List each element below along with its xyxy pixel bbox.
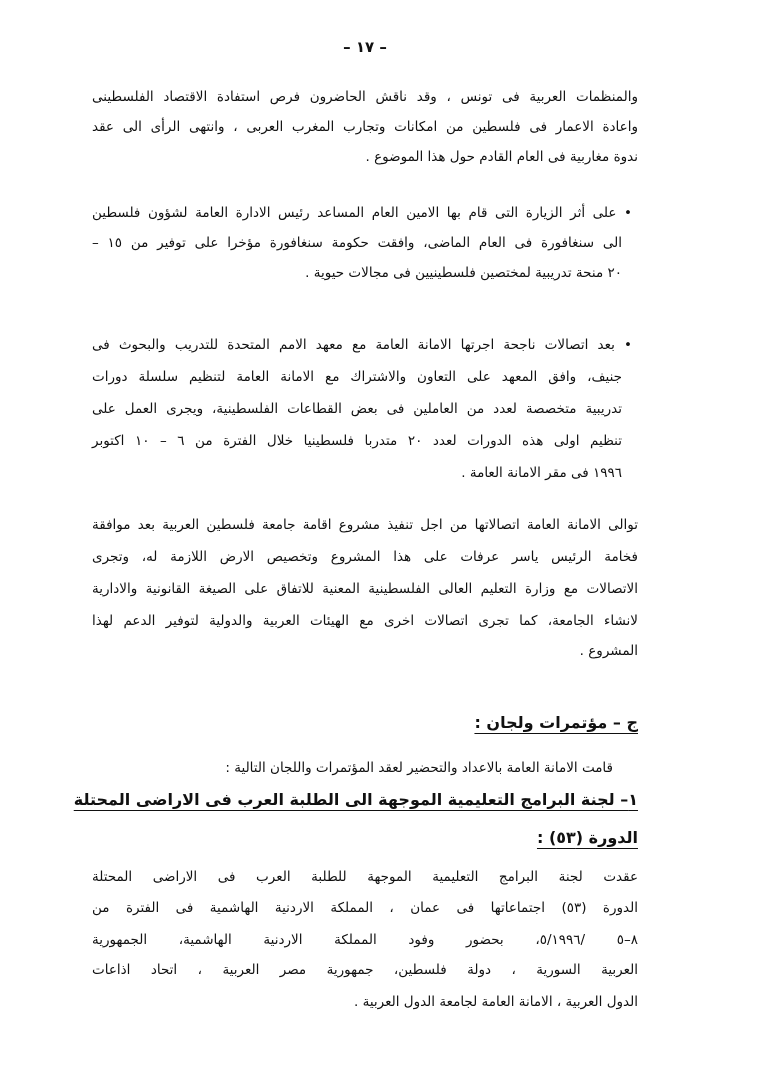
text-line: تدريبية متخصصة لعدد من العاملين فى بعض القطاعات الفلسطينية، ويجرى العمل على	[92, 401, 622, 417]
text-line: عقدت لجنة البرامج التعليمية الموجهة للطلبة العرب فى الاراضى المحتلة	[92, 869, 638, 885]
text-line: • على أثر الزيارة التى قام بها الامين العام المساعد رئيس الادارة العامة لشؤون فلسطين	[92, 205, 632, 221]
section-heading: ج – مؤتمرات ولجان :	[474, 713, 638, 732]
text-line: تنظيم اولى هذه الدورات لعدد ٢٠ متدربا فلسطينيا خلال الفترة من ٦ – ١٠ اكتوبر	[92, 433, 622, 449]
text-line: الدول العربية ، الامانة العامة لجامعة الدول العربية .	[354, 994, 638, 1010]
text-line: جنيف، وافق المعهد على التعاون والاشتراك مع الامانة العامة لتنظيم سلسلة دورات	[92, 369, 622, 385]
text-line: واعادة الاعمار فى فلسطين من امكانات وتجارب المغرب العربى ، وانتهى الرأى الى عقد	[92, 119, 638, 135]
text-line: فخامة الرئيس ياسر عرفات على هذا المشروع وتخصيص الارض اللازمة له، وتجرى	[92, 549, 638, 565]
text-line: الاتصالات مع وزارة التعليم العالى الفلسطينية المعنية للاتفاق على الصيغة القانونية والادارية	[92, 581, 638, 597]
text-line: والمنظمات العربية فى تونس ، وقد ناقش الحاضرون فرص استفادة الاقتصاد الفلسطينى	[92, 89, 638, 105]
committee-heading: ١– لجنة البرامج التعليمية الموجهة الى الطلبة العرب فى الاراضى المحتلة	[73, 790, 638, 809]
text-line: توالى الامانة العامة اتصالاتها من اجل تنفيذ مشروع اقامة جامعة فلسطين العربية بعد موافقة	[92, 517, 638, 533]
session-heading: الدورة (٥٣) :	[536, 828, 638, 847]
text-line: ندوة مغاربية فى العام القادم حول هذا الموضوع .	[365, 149, 638, 165]
text-line: لانشاء الجامعة، كما تجرى اتصالات اخرى مع الهيئات العربية والدولية لتوفير الدعم لهذا	[92, 613, 638, 629]
text-line: • بعد اتصالات ناجحة اجرتها الامانة العامة مع معهد الامم المتحدة للتدريب والبحوث فى	[92, 337, 632, 353]
text-line: المشروع .	[579, 643, 638, 659]
section-intro: قامت الامانة العامة بالاعداد والتحضير لعقد المؤتمرات واللجان التالية :	[225, 760, 613, 776]
text-line: ٢٠ منحة تدريبية لمختصين فلسطينيين فى مجالات حيوية .	[305, 265, 622, 281]
text-line: الى سنغافورة فى العام الماضى، وافقت حكومة سنغافورة مؤخرا على توفير من ١٥ –	[92, 235, 622, 251]
text-line: ١٩٩٦ فى مقر الامانة العامة .	[461, 465, 622, 481]
text-line: العربية السورية ، دولة فلسطين، جمهورية مصر العربية ، اتحاد اذاعات	[92, 962, 638, 978]
text-line: الدورة (٥٣) اجتماعاتها فى عمان ، المملكة الاردنية الهاشمية فى الفترة من	[92, 900, 638, 916]
page-number: – ١٧ –	[343, 38, 387, 56]
text-line: ٨–٥ /٥/١٩٩٦، بحضور وفود المملكة الاردنية الهاشمية، الجمهورية	[92, 932, 639, 948]
